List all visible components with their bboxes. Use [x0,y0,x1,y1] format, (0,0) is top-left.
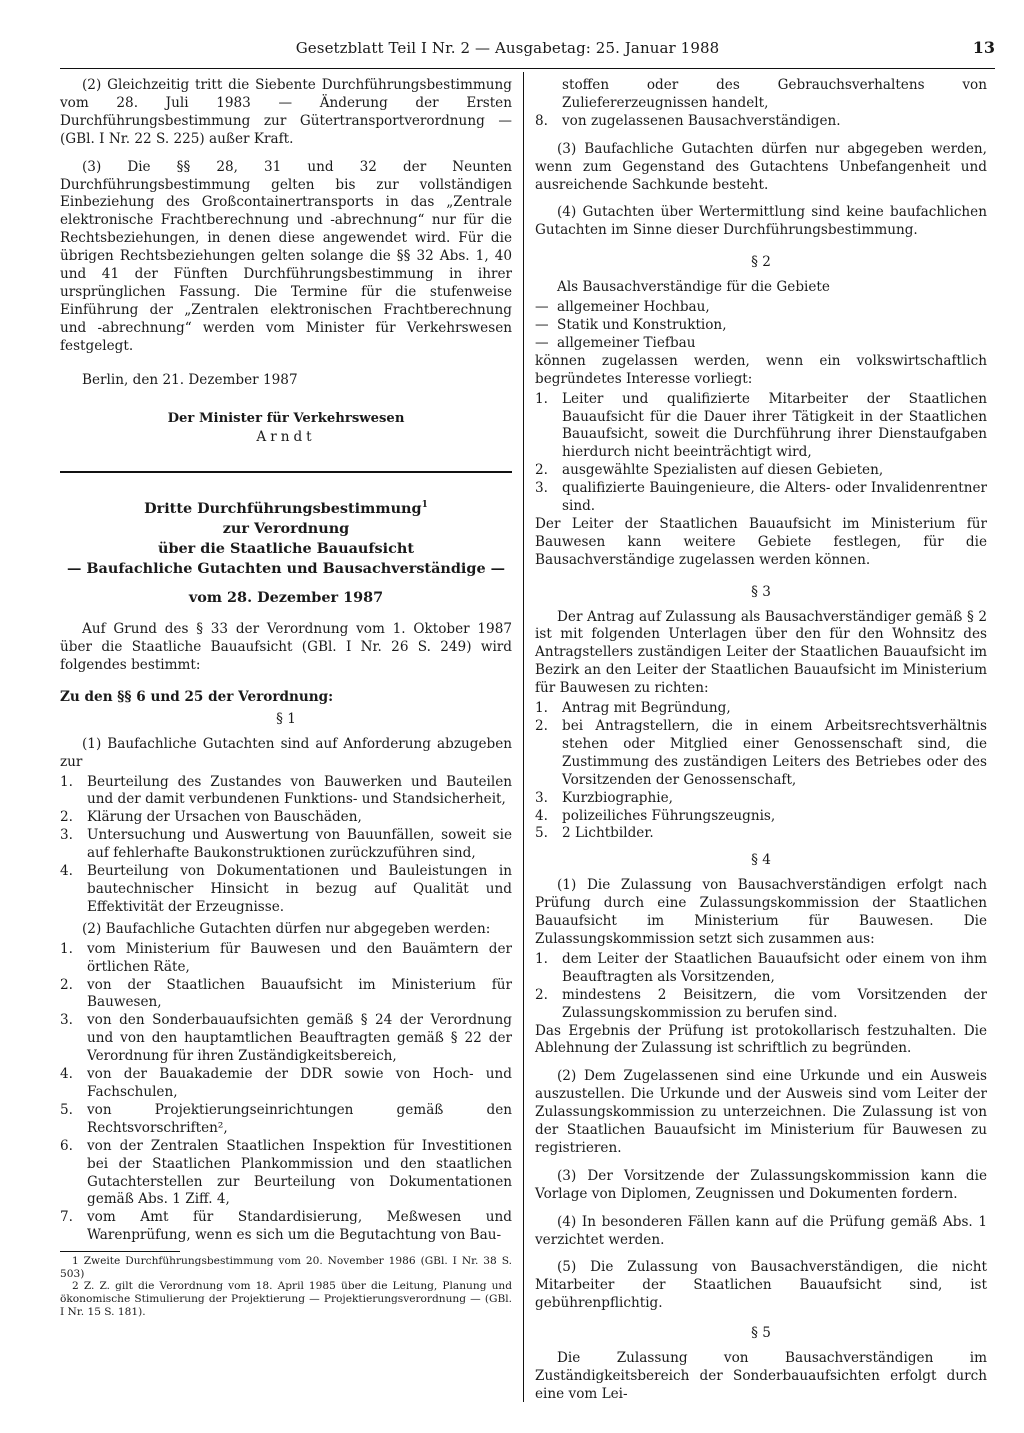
list-item [60,977,512,1013]
list-item-text: Untersuchung und Auswertung von Bauunfällen, soweit sie auf fehlerhafte Baukonstruktionen zurückzuführen sind, [87,827,512,862]
list-item-text: von zugelassenen Bausachverständigen. [562,112,841,129]
preamble: Auf Grund des § 33 der Verordnung vom 1. Oktober 1987 über die Staatliche Bauaufsicht (GBl. I Nr. 26 S. 249) wird folgendes bestimmt: [60,621,512,674]
section-1-para-4: (4) Gutachten über Wertermittlung sind keine baufachlichen Gutachten im Sinne dieser Durchführungsbestimmung. [535,204,987,239]
list-item-text: Kurzbiographie, [562,789,673,806]
footnote-2: 2 Z. Z. gilt die Verordnung vom 18. April 1985 über die Leitung, Planung und ökonomische Stimulierung der Projektierung — Projektierungsverordnung — (GBl. I Nr. 15 S. 181). [60,1280,512,1318]
list-item-number: 4. [60,1066,73,1083]
list-item-number: 5. [535,825,548,842]
page-header [60,40,995,66]
list-item-number: 5. [60,1101,73,1118]
list-item [535,825,987,843]
list-item-text: Beurteilung von Dokumentationen und Bauleistungen in bautechnischer Hinsicht in bezug auf Qualität und Effektivität der Erzeugnisse. [87,863,512,915]
list-item [535,480,987,516]
list-item-number: — [535,299,549,316]
paragraph-3: (3) Die §§ 28, 31 und 32 der Neunten Durchführungsbestimmung gelten bis zur vollständigen Einbeziehung des Großcontainertransports in das „Zentrale elektronische Frachtberechnung und -abrechnung“ nur für die Rechtsbeziehungen, in denen diese angewendet wird. Für die übrigen Rechtsbeziehungen gelten solange die §§ 32 Abs. 1, 40 und 41 der Fünften Durchführungsbestimmung in ihrer ursprünglichen Fassung. Die Termine für die stufenweise Einführung der „Zentralen elektronischen Frachtberechnung und -abrechnung“ werden vom Minister für Verkehrswesen festgelegt. [60,158,512,354]
header-rule [60,68,995,69]
section-1-para-2: (2) Baufachliche Gutachten dürfen nur abgegeben werden: [82,920,491,937]
list-item-number: 2. [60,809,73,826]
list-item-text: dem Leiter der Staatlichen Bauaufsicht oder einem von ihm Beauftragten als Vorsitzenden, [562,950,987,985]
list-item-continued [535,77,987,113]
section-4-para-1: (1) Die Zulassung von Bausachverständigen erfolgt nach Prüfung durch eine Zulassungskommission der Staatlichen Bauaufsicht im Ministerium für Bauwesen. Die Zulassungskommission setzt sich zusammen aus: [535,877,987,947]
list-item-text: Antrag mit Begründung, [562,700,731,717]
list-item [60,1209,512,1245]
list-item-text: qualifizierte Bauingenieure, die Alters- oder Invalidenrentner sind. [562,480,987,515]
list-item [60,1138,512,1210]
list-item [535,299,987,317]
list-item-text: von der Bauakademie der DDR sowie von Hoch- und Fachschulen, [87,1066,512,1100]
left-column [60,77,512,1318]
list-item [535,951,987,987]
list-item [60,1066,512,1102]
list-item-text: vom Amt für Standardisierung, Meßwesen und Warenprüfung, wenn es sich um die Begutachtung von Bau- [87,1209,512,1244]
list-item-text: allgemeiner Hochbau, [557,299,710,316]
list-item-text: mindestens 2 Beisitzern, die vom Vorsitzenden der Zulassungskommission zu berufen sind. [562,986,987,1021]
list-item-number: 3. [535,789,548,806]
section-4-para-2: (2) Dem Zugelassenen sind eine Urkunde und ein Ausweis auszustellen. Die Urkunde und der Ausweis sind vom Leiter der Zulassungskommission zu unterzeichnen. Die Zulassung ist von der Staatlichen Bauaufsicht im Ministerium für Bauwesen zu registrieren. [535,1068,987,1156]
list-item [60,1012,512,1066]
section-4-heading: § 4 [751,852,771,869]
subheading: Zu den §§ 6 und 25 der Verordnung: [60,688,334,705]
list-item-number: 2. [60,976,73,993]
column-divider [523,72,524,1402]
list-item-number: 1. [535,700,548,717]
list-item [535,700,987,718]
list-item [535,391,987,463]
document-date: vom 28. Dezember 1987 [188,589,384,607]
section-1-list-1 [60,774,512,917]
footnote-rule [60,1251,180,1252]
list-item-text: Statik und Konstruktion, [557,316,727,333]
list-item-text: vom Ministerium für Bauwesen und den Bauämtern der örtlichen Räte, [87,940,512,975]
list-item-text: von Projektierungseinrichtungen gemäß den Rechtsvorschriften², [87,1101,512,1136]
list-item-number: 2. [535,986,548,1003]
title-line-4: — Baufachliche Gutachten und Bausachverständige — [66,560,506,578]
list-item [60,1102,512,1138]
document-title [60,499,512,579]
section-1-para-3: (3) Baufachliche Gutachten dürfen nur abgegeben werden, wenn zum Gegenstand des Gutachtens Unbefangenheit und ausreichende Sachkunde besteht. [535,140,987,193]
title-line-2: zur Verordnung [222,520,350,538]
list-item-text: polizeiliches Führungszeugnis, [562,807,776,824]
list-item-number: 3. [535,480,548,497]
list-item-text: Leiter und qualifizierte Mitarbeiter der Staatlichen Bauaufsicht für die Dauer ihrer Tätigkeit in der Staatlichen Bauaufsicht, soweit die Durchführung ihrer Dienstaufgaben hierdurch nicht beeinträchtigt wird, [562,390,987,461]
section-3-heading: § 3 [751,583,771,600]
section-1-list-2 [60,941,512,1245]
section-4-para-3: (3) Der Vorsitzende der Zulassungskommission kann die Vorlage von Diplomen, Zeugnissen und Dokumenten fordern. [535,1167,987,1202]
list-item-number: 2. [535,462,548,479]
section-2-intro: Als Bausachverständige für die Gebiete [557,279,830,296]
list-item [535,718,987,790]
page-number: 13 [972,38,995,57]
section-rule [60,471,512,473]
gazette-header-title: Gesetzblatt Teil I Nr. 2 — Ausgabetag: 25. Januar 1988 [295,39,720,57]
list-item-text: stoffen oder des Gebrauchsverhaltens von Zuliefererzeugnissen handelt, [562,77,987,111]
list-item-number: 1. [60,940,73,957]
list-item [60,941,512,977]
section-4-after-list: Das Ergebnis der Prüfung ist protokollarisch festzuhalten. Die Ablehnung der Zulassung ist schriftlich zu begründen. [535,1022,987,1057]
section-2-dash-list [535,299,987,353]
section-4-list [535,951,987,1023]
place-date: Berlin, den 21. Dezember 1987 [82,371,298,388]
list-item-number: 3. [60,827,73,844]
list-item [535,790,987,808]
list-item [535,987,987,1023]
list-item-number: — [535,316,549,333]
list-item-number: 2. [535,718,548,734]
list-item [535,317,987,335]
section-1-para-1: (1) Baufachliche Gutachten sind auf Anforderung abzugeben zur [60,735,512,770]
list-item [60,774,512,810]
list-item-text: ausgewählte Spezialisten auf diesen Gebieten, [562,462,884,479]
right-column [535,77,987,1406]
list-item [535,335,987,353]
section-5-text: Die Zulassung von Bausachverständigen im Zuständigkeitsbereich der Sonderbauaufsichten erfolgt durch eine vom Lei- [535,1350,987,1402]
list-item-text: 2 Lichtbilder. [562,825,654,842]
list-item [60,827,512,863]
section-2-heading: § 2 [751,254,771,271]
title-line-3: über die Staatliche Bauaufsicht [158,540,414,558]
list-item-number: 6. [60,1137,73,1154]
paragraph-2: (2) Gleichzeitig tritt die Siebente Durchführungsbestimmung vom 28. Juli 1983 — Änderung der Ersten Durchführungsbestimmung zur Gütertransportverordnung — (GBl. I Nr. 22 S. 225) außer Kraft. [60,77,512,147]
list-item [535,808,987,826]
list-item-text: Klärung der Ursachen von Bauschäden, [87,809,362,826]
list-item-text: von den Sonderbauaufsichten gemäß § 24 der Verordnung und von den hauptamtlichen Beauftragten gemäß § 22 der Verordnung für ihren Zuständigkeitsbereich, [87,1012,512,1065]
section-2-list [535,391,987,516]
footnote-ref-1: 1 [421,500,428,511]
section-3-intro: Der Antrag auf Zulassung als Bausachverständiger gemäß § 2 ist mit folgenden Unterlagen über den für den Wohnsitz des Antragstellers zuständigen Leiter der Staatlichen Bauaufsicht im Bezirk an den Leiter der Staatlichen Bauaufsicht im Ministerium für Bauwesen zu richten: [535,608,987,697]
list-item-text: von der Zentralen Staatlichen Inspektion für Investitionen bei der Staatlichen Plankommission und den staatlichen Gutachterstellen zur Beurteilung von Dokumentationen gemäß Abs. 1 Ziff. 4, [87,1137,512,1208]
list-item [535,462,987,480]
list-item-number: — [535,334,549,351]
list-item [60,809,512,827]
list-item-text: allgemeiner Tiefbau [557,334,696,351]
section-2-end: Der Leiter der Staatlichen Bauaufsicht im Ministerium für Bauwesen kann weitere Gebiete festlegen, für die Bausachverständige zugelassen werden können. [535,515,987,568]
list-item-number: 1. [60,773,73,790]
signer-name: Arndt [256,429,316,446]
section-1-heading: § 1 [276,710,296,727]
list-item-number: 4. [535,807,548,824]
list-item-text: Beurteilung des Zustandes von Bauwerken und Bauteilen und der damit verbundenen Funktions- und Standsicherheit, [87,773,512,808]
list-item-number: 7. [60,1209,73,1226]
signer-title: Der Minister für Verkehrswesen [167,410,405,426]
list-item-number: 4. [60,863,73,880]
list-item-number: 8. [535,112,548,129]
list-item-number: 1. [535,390,548,407]
list-item [535,113,987,131]
section-2-mid: können zugelassen werden, wenn ein volkswirtschaftlich begründetes Interesse vorliegt: [535,352,987,387]
section-4-para-5: (5) Die Zulassung von Bausachverständigen, die nicht Mitarbeiter der Staatlichen Bauaufsicht sind, ist gebührenpflichtig. [535,1259,987,1312]
title-line-1: Dritte Durchführungsbestimmung$^1$ [144,500,428,518]
section-3-list [535,700,987,843]
list-item [60,863,512,917]
section-4-para-4: (4) In besonderen Fällen kann auf die Prüfung gemäß Abs. 1 verzichtet werden. [535,1213,987,1248]
section-5-heading: § 5 [751,1325,771,1342]
list-item-text: von der Staatlichen Bauaufsicht im Ministerium für Bauwesen, [87,976,512,1011]
list-item-number: 1. [535,950,548,967]
list-item-number: 3. [60,1012,73,1029]
list-item-text: bei Antragstellern, die in einem Arbeitsrechtsverhältnis stehen oder Mitglied einer Genossenschaft sind, die Zustimmung des zuständigen Leiters des Betriebes oder des Vorsitzenden der Genossenschaft, [562,718,987,788]
footnote-1: 1 Zweite Durchführungsbestimmung vom 20. November 1986 (GBl. I Nr. 38 S. 503) [60,1255,512,1280]
